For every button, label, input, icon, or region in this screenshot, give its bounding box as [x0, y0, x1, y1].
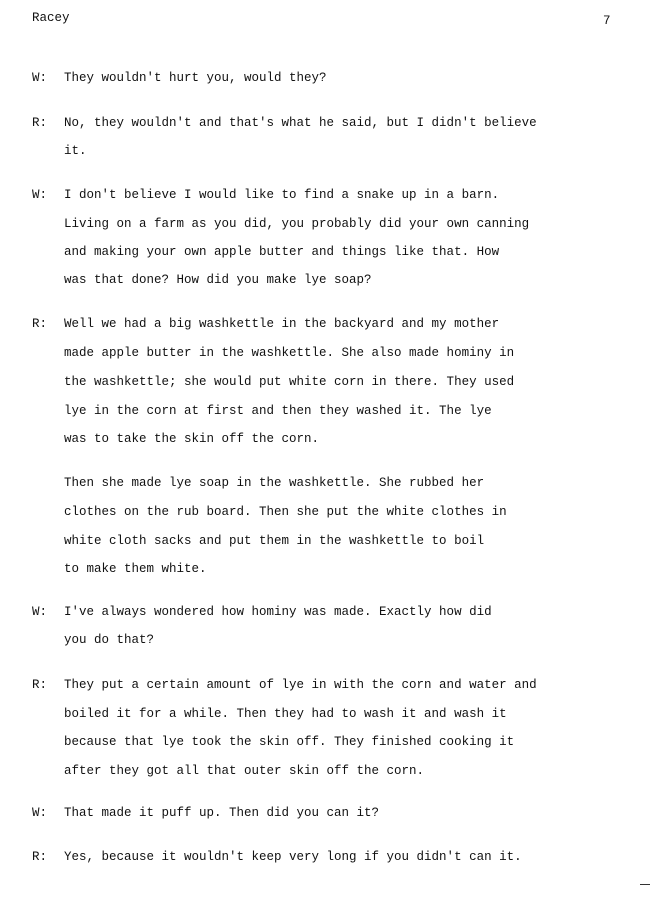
transcript-line: white cloth sacks and put them in the washkettle to boil: [64, 534, 485, 548]
transcript-line: and making your own apple butter and things like that. How: [64, 245, 500, 259]
speaker-label: W:: [32, 71, 48, 85]
transcript-line: Then she made lye soap in the washkettle. She rubbed her: [64, 476, 485, 490]
transcript-line: after they got all that outer skin off the corn.: [64, 764, 425, 778]
transcript-line: That made it puff up. Then did you can it?: [64, 806, 380, 820]
transcript-line: made apple butter in the washkettle. She also made hominy in: [64, 346, 515, 360]
header-name: Racey: [32, 11, 70, 25]
transcript-line: Well we had a big washkettle in the backyard and my mother: [64, 317, 500, 331]
speaker-label: W:: [32, 605, 48, 619]
speaker-label: R:: [32, 317, 48, 331]
transcript-line: I've always wondered how hominy was made. Exactly how did: [64, 605, 492, 619]
speaker-label: R:: [32, 678, 48, 692]
page-number: 7: [603, 14, 611, 28]
transcript-line: No, they wouldn't and that's what he said, but I didn't believe: [64, 116, 537, 130]
transcript-line: was that done? How did you make lye soap?: [64, 273, 372, 287]
speaker-label: W:: [32, 806, 48, 820]
transcript-line: clothes on the rub board. Then she put the white clothes in: [64, 505, 507, 519]
transcript-line: the washkettle; she would put white corn in there. They used: [64, 375, 515, 389]
transcript-line: lye in the corn at first and then they washed it. The lye: [64, 404, 492, 418]
speaker-label: W:: [32, 188, 48, 202]
transcript-line: because that lye took the skin off. They finished cooking it: [64, 735, 515, 749]
scan-edge-mark: [640, 884, 650, 885]
transcript-line: They put a certain amount of lye in with the corn and water and: [64, 678, 537, 692]
transcript-line: to make them white.: [64, 562, 207, 576]
transcript-line: They wouldn't hurt you, would they?: [64, 71, 327, 85]
transcript-line: Yes, because it wouldn't keep very long if you didn't can it.: [64, 850, 522, 864]
transcript-line: you do that?: [64, 633, 155, 647]
transcript-line: I don't believe I would like to find a snake up in a barn.: [64, 188, 500, 202]
transcript-line: Living on a farm as you did, you probably did your own canning: [64, 217, 530, 231]
speaker-label: R:: [32, 116, 48, 130]
transcript-line: was to take the skin off the corn.: [64, 432, 320, 446]
transcript-line: boiled it for a while. Then they had to wash it and wash it: [64, 707, 507, 721]
transcript-line: it.: [64, 144, 87, 158]
speaker-label: R:: [32, 850, 48, 864]
